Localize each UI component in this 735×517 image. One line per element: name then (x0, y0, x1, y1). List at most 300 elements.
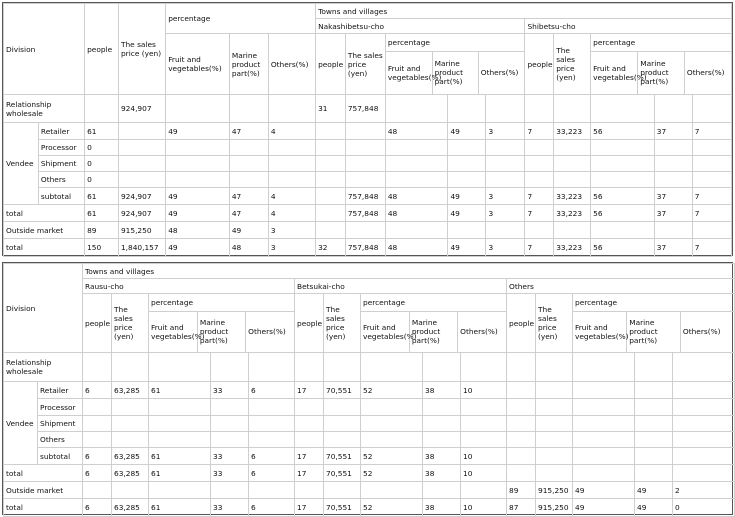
table-cell (635, 353, 673, 382)
others-pct-header: Others(%) (268, 34, 315, 95)
table-cell: 87 (507, 499, 536, 517)
table-cell (525, 140, 554, 156)
table-cell (324, 432, 361, 448)
table-cell: 757,848 (345, 205, 385, 222)
table-cell: 3 (486, 205, 525, 222)
table-cell: 49 (448, 188, 486, 205)
table-cell (249, 399, 295, 416)
table-cell (573, 353, 635, 382)
table-cell (448, 140, 486, 156)
table-row (4, 448, 735, 465)
percentage-header: percentage (386, 34, 525, 51)
table-cell: 33 (211, 382, 249, 399)
table-cell (423, 399, 461, 416)
table-cell: 0 (673, 499, 735, 517)
table-cell: 49 (573, 482, 635, 499)
table-cell (507, 353, 536, 382)
fruit-header: Fruit and vegetables(%) (591, 51, 638, 94)
table-cell (654, 222, 692, 239)
table-cell (316, 123, 346, 140)
table-cell (448, 95, 486, 123)
table-cell (345, 140, 385, 156)
table-cell: 33 (211, 465, 249, 482)
table-cell (635, 399, 673, 416)
table-cell: 17 (295, 448, 324, 465)
table-cell (573, 382, 635, 399)
town-name-header: Others (507, 279, 735, 294)
table-cell (525, 156, 554, 172)
table-cell: 33 (211, 499, 249, 517)
table-cell: 33,223 (554, 123, 591, 140)
table-row (4, 95, 732, 123)
table-cell: 6 (249, 465, 295, 482)
table-cell (507, 432, 536, 448)
people-header: people (295, 294, 324, 353)
table-cell (448, 156, 486, 172)
table-cell (118, 156, 165, 172)
table-cell: 49 (448, 239, 486, 257)
table-cell: 3 (268, 239, 315, 257)
table-cell: 49 (448, 205, 486, 222)
table-cell: 48 (385, 205, 448, 222)
sales-price-header: The sales price (yen) (118, 4, 165, 95)
table-cell (692, 156, 731, 172)
table-cell (361, 353, 423, 382)
percentage-subgroup (149, 294, 295, 353)
table-cell (507, 465, 536, 482)
table-cell: 3 (486, 188, 525, 205)
fruit-header: Fruit and vegetables(%) (386, 51, 432, 94)
table-cell (112, 482, 149, 499)
table-cell: 10 (461, 448, 507, 465)
table-cell (295, 416, 324, 432)
percentage-header: percentage (166, 4, 316, 34)
table-cell (295, 482, 324, 499)
table-cell: 70,551 (324, 382, 361, 399)
table-cell: 37 (654, 239, 692, 257)
table-cell (591, 95, 655, 123)
table-cell (345, 156, 385, 172)
table-cell (573, 448, 635, 465)
table-cell: 7 (692, 205, 731, 222)
sales-price-header: The sales price (yen) (112, 294, 149, 353)
table-cell: 7 (525, 239, 554, 257)
table-cell: 10 (461, 382, 507, 399)
table-cell (361, 482, 423, 499)
table-row (4, 416, 735, 432)
table-cell (507, 399, 536, 416)
towns-header: Towns and villages (316, 4, 732, 19)
people-header: people (316, 34, 346, 95)
table-cell: 48 (385, 239, 448, 257)
table-cell (211, 432, 249, 448)
table-cell: 7 (692, 123, 731, 140)
row-label-retailer: Retailer (38, 123, 84, 140)
table-cell (83, 432, 112, 448)
table-cell: 52 (361, 382, 423, 399)
table-cell: 63,285 (112, 448, 149, 465)
row-label-total: total (4, 499, 83, 517)
table-cell: 70,551 (324, 465, 361, 482)
table-cell: 3 (486, 123, 525, 140)
table-cell (268, 95, 315, 123)
table-row (4, 222, 732, 239)
percentage-header: percentage (361, 294, 506, 311)
row-label-others: Others (38, 432, 83, 448)
table-cell: 757,848 (345, 188, 385, 205)
table-cell: 6 (83, 499, 112, 517)
table-cell: 32 (316, 239, 346, 257)
table-cell (635, 465, 673, 482)
table-cell: 48 (385, 188, 448, 205)
table-cell: 33,223 (554, 188, 591, 205)
percentage-subgroup (385, 34, 525, 95)
table-cell (345, 123, 385, 140)
sales-table-1 (3, 3, 732, 257)
marine-header: Marine product part(%) (197, 311, 245, 352)
row-label-processor: Processor (38, 399, 83, 416)
table-cell: 49 (635, 482, 673, 499)
table-cell (149, 432, 211, 448)
table-cell: 6 (83, 382, 112, 399)
table-cell: 63,285 (112, 499, 149, 517)
table-cell (316, 140, 346, 156)
table-cell (486, 140, 525, 156)
table-cell (229, 156, 268, 172)
table-cell: 61 (85, 205, 119, 222)
table-cell (268, 172, 315, 188)
percentage-subgroup (361, 294, 507, 353)
people-header: people (525, 34, 554, 95)
table-cell: 924,907 (118, 205, 165, 222)
table-cell (345, 172, 385, 188)
table-cell: 915,250 (536, 482, 573, 499)
table-cell (316, 222, 346, 239)
row-label-vendee: Vendee (4, 123, 39, 205)
table-cell: 915,250 (118, 222, 165, 239)
table-cell: 63,285 (112, 465, 149, 482)
people-header: people (83, 294, 112, 353)
table-cell (83, 416, 112, 432)
table-cell (385, 222, 448, 239)
table-cell: 56 (591, 205, 655, 222)
table-cell: 150 (85, 239, 119, 257)
table-cell: 17 (295, 465, 324, 482)
table-cell (692, 222, 731, 239)
table-cell (83, 399, 112, 416)
table-cell (486, 222, 525, 239)
table-cell (295, 353, 324, 382)
table-row (4, 156, 732, 172)
marine-header: Marine product part(%) (409, 311, 457, 352)
table-cell (635, 432, 673, 448)
sales-price-header: The sales price (yen) (536, 294, 573, 353)
table-cell (211, 399, 249, 416)
table-cell (295, 432, 324, 448)
others-pct-header: Others(%) (480, 68, 519, 78)
table-cell (554, 156, 591, 172)
table-cell (507, 416, 536, 432)
table-cell: 7 (525, 188, 554, 205)
table-cell (345, 222, 385, 239)
row-label-vendee: Vendee (4, 382, 38, 465)
table-cell (536, 382, 573, 399)
table-cell: 38 (423, 448, 461, 465)
table-cell (573, 465, 635, 482)
table-cell (112, 416, 149, 432)
table-cell (423, 432, 461, 448)
table-cell: 89 (85, 222, 119, 239)
table-row (4, 399, 735, 416)
table-cell (486, 156, 525, 172)
table-cell: 37 (654, 205, 692, 222)
table-cell (118, 123, 165, 140)
table-cell: 6 (249, 382, 295, 399)
table-cell (249, 353, 295, 382)
percentage-subgroup (591, 34, 732, 95)
table-cell (229, 140, 268, 156)
table-cell: 38 (423, 465, 461, 482)
table-cell (573, 416, 635, 432)
table-cell (166, 156, 230, 172)
table-cell (673, 432, 735, 448)
table-row (4, 140, 732, 156)
table-cell (635, 382, 673, 399)
town-name-header: Betsukai-cho (295, 279, 507, 294)
row-label-outside: Outside market (4, 482, 83, 499)
table-cell: 17 (295, 499, 324, 517)
table-cell: 38 (423, 382, 461, 399)
table-cell (211, 353, 249, 382)
table-cell: 56 (591, 123, 655, 140)
fruit-header: Fruit and vegetables(%) (573, 311, 627, 352)
table-row (4, 482, 735, 499)
table-cell: 48 (385, 123, 448, 140)
table-cell (461, 432, 507, 448)
table-cell: 0 (85, 156, 119, 172)
table-cell: 4 (268, 123, 315, 140)
table-cell: 49 (448, 123, 486, 140)
marine-header: Marine product part(%) (432, 51, 478, 94)
fruit-header: Fruit and vegetables(%) (361, 311, 409, 352)
row-label-total: total (4, 205, 85, 222)
table-cell: 63,285 (112, 382, 149, 399)
table-cell (591, 156, 655, 172)
table-cell: 49 (166, 123, 230, 140)
table-cell (673, 382, 735, 399)
table-cell (692, 140, 731, 156)
table-cell (654, 95, 692, 123)
table-cell: 33,223 (554, 239, 591, 257)
table-cell (85, 95, 119, 123)
table-cell: 924,907 (118, 95, 165, 123)
table-cell: 4 (268, 188, 315, 205)
table-cell (461, 416, 507, 432)
table-cell (385, 172, 448, 188)
table-cell (536, 465, 573, 482)
row-label-relationship: Relationship wholesale (4, 95, 85, 123)
table-cell (654, 140, 692, 156)
table-cell (591, 172, 655, 188)
sales-price-header: The sales price (yen) (345, 34, 385, 95)
table-cell: 31 (316, 95, 346, 123)
table-cell: 17 (295, 382, 324, 399)
sales-price-header: The sales price (yen) (324, 294, 361, 353)
table-cell (525, 222, 554, 239)
people-header: people (507, 294, 536, 353)
table-cell (635, 416, 673, 432)
row-label-shipment: Shipment (38, 416, 83, 432)
table-row (4, 382, 735, 399)
table-cell: 48 (166, 222, 230, 239)
table-cell: 7 (692, 239, 731, 257)
table-row (4, 353, 735, 382)
table-cell: 61 (85, 188, 119, 205)
table-cell (118, 172, 165, 188)
table-row (4, 432, 735, 448)
table-cell: 6 (249, 499, 295, 517)
table-cell: 757,848 (345, 239, 385, 257)
table-cell (536, 416, 573, 432)
table-cell: 4 (268, 205, 315, 222)
division-header: Division (4, 264, 83, 353)
table-cell (573, 432, 635, 448)
town-name-header: Nakashibetsu-cho (316, 19, 525, 34)
table-cell (635, 448, 673, 465)
table-cell: 37 (654, 188, 692, 205)
table-cell (591, 222, 655, 239)
towns-header: Towns and villages (83, 264, 735, 279)
table-cell: 10 (461, 499, 507, 517)
fruit-header: Fruit and vegetables(%) (149, 311, 197, 352)
table-cell: 2 (673, 482, 735, 499)
table-cell (166, 140, 230, 156)
table-cell: 49 (166, 205, 230, 222)
percentage-header: percentage (591, 34, 731, 51)
table-cell (316, 205, 346, 222)
table-cell: 52 (361, 448, 423, 465)
table-cell (118, 140, 165, 156)
table-cell (536, 432, 573, 448)
table-cell (166, 95, 230, 123)
table-row (4, 188, 732, 205)
table-cell (692, 172, 731, 188)
table-cell (112, 353, 149, 382)
table-cell (536, 399, 573, 416)
table-cell: 61 (85, 123, 119, 140)
table-cell (591, 140, 655, 156)
table-cell (361, 432, 423, 448)
table-cell (316, 188, 346, 205)
marine-header: Marine product part(%) (627, 311, 681, 352)
row-label-total: total (4, 239, 85, 257)
table-cell (525, 172, 554, 188)
table-cell (324, 353, 361, 382)
table-cell: 7 (692, 188, 731, 205)
table-cell: 10 (461, 465, 507, 482)
table-cell (211, 416, 249, 432)
marine-header: Marine product part(%) (638, 51, 685, 94)
table-cell (692, 95, 731, 123)
marine-header: Marine product part(%) (229, 34, 268, 95)
table-cell (673, 416, 735, 432)
table-2-container (2, 262, 733, 515)
people-header: people (85, 4, 119, 95)
table-cell (112, 432, 149, 448)
table-cell: 56 (591, 239, 655, 257)
table-cell: 33 (211, 448, 249, 465)
table-cell (149, 353, 211, 382)
table-cell (673, 399, 735, 416)
table-cell (573, 399, 635, 416)
table-cell (249, 416, 295, 432)
table-cell (654, 172, 692, 188)
table-cell (423, 482, 461, 499)
table-cell: 61 (149, 465, 211, 482)
sales-price-header: The sales price (yen) (554, 34, 591, 95)
table-cell (673, 448, 735, 465)
row-label-processor: Processor (38, 140, 84, 156)
table-cell: 49 (573, 499, 635, 517)
table-cell: 52 (361, 465, 423, 482)
row-label-shipment: Shipment (38, 156, 84, 172)
table-cell (486, 95, 525, 123)
table-1-container (2, 2, 733, 256)
row-label-subtotal: subtotal (38, 188, 84, 205)
table-cell: 70,551 (324, 499, 361, 517)
table-cell (249, 432, 295, 448)
table-cell: 47 (229, 205, 268, 222)
table-cell (461, 399, 507, 416)
table-cell (166, 172, 230, 188)
table-cell (268, 156, 315, 172)
table-cell (554, 140, 591, 156)
table-cell (112, 399, 149, 416)
table-cell: 6 (249, 448, 295, 465)
table-cell: 6 (83, 465, 112, 482)
table-cell (536, 353, 573, 382)
table-cell: 0 (85, 172, 119, 188)
table-cell: 7 (525, 123, 554, 140)
row-label-relationship: Relationship wholesale (4, 353, 83, 382)
table-cell (554, 172, 591, 188)
row-label-others: Others (38, 172, 84, 188)
table-cell (249, 482, 295, 499)
table-cell (385, 156, 448, 172)
row-label-outside: Outside market (4, 222, 85, 239)
table-cell: 52 (361, 499, 423, 517)
table-cell (554, 95, 591, 123)
table-cell (149, 416, 211, 432)
table-cell: 49 (635, 499, 673, 517)
table-cell (385, 95, 448, 123)
table-cell (385, 140, 448, 156)
table-cell (324, 482, 361, 499)
table-cell (507, 448, 536, 465)
table-cell: 1,840,157 (118, 239, 165, 257)
percentage-header: percentage (573, 294, 734, 311)
table-row (4, 239, 732, 257)
table-cell (673, 353, 735, 382)
table-cell (423, 416, 461, 432)
table-cell: 49 (229, 222, 268, 239)
table-cell (211, 482, 249, 499)
table-cell (295, 399, 324, 416)
row-label-total: total (4, 465, 83, 482)
table-cell: 37 (654, 123, 692, 140)
table-cell: 7 (525, 205, 554, 222)
row-label-subtotal: subtotal (38, 448, 83, 465)
